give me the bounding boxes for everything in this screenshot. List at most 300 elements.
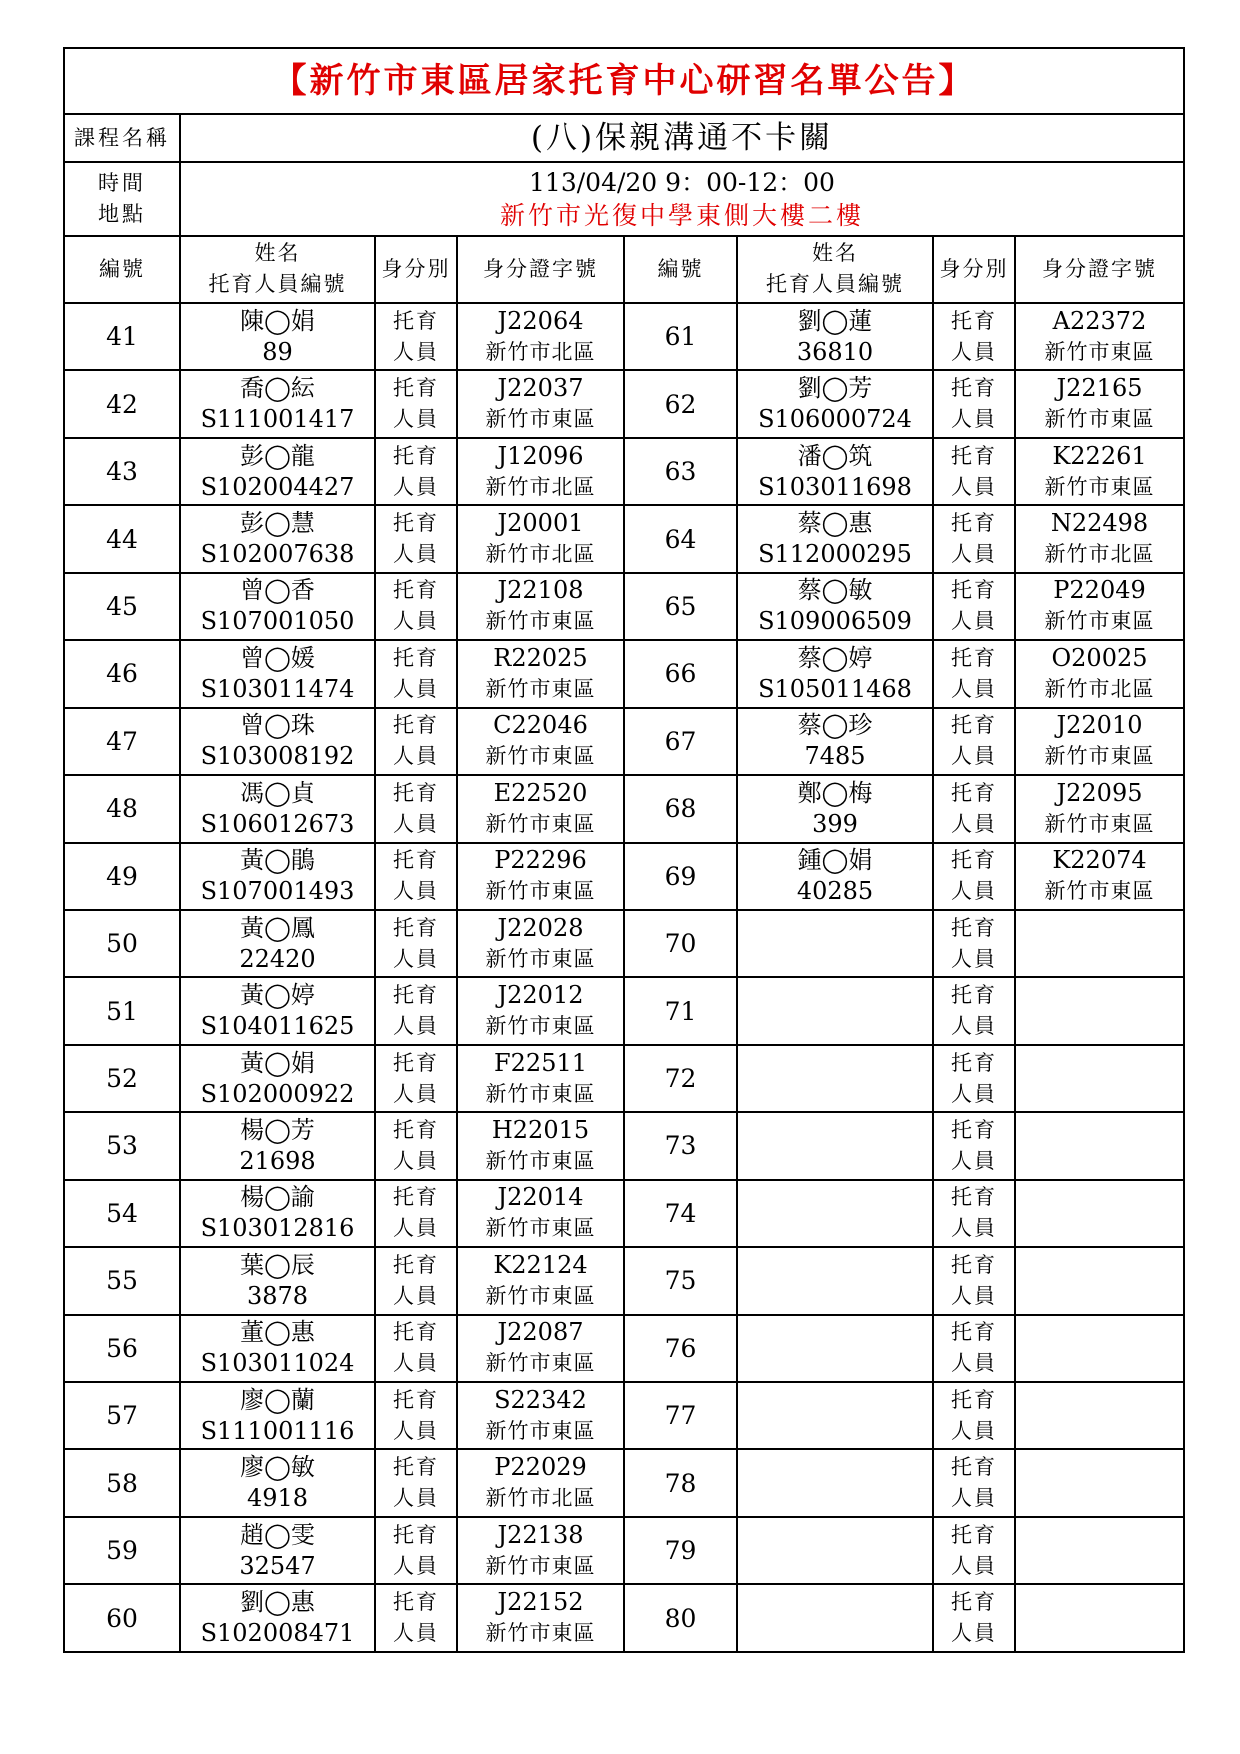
entry-name: 劉◯蓮 xyxy=(797,306,873,335)
entry-identity-cell xyxy=(933,505,1015,572)
entry-staff-id: 32547 xyxy=(239,1551,316,1580)
entry-name: 馮◯貞 xyxy=(240,778,315,807)
entry-district: 新竹市北區 xyxy=(485,339,596,364)
entry-id-cell xyxy=(457,843,624,910)
entry-identity-cell xyxy=(375,977,457,1044)
table-row xyxy=(64,1584,1184,1652)
entry-identity-line2: 人員 xyxy=(951,879,997,904)
entry-identity-line1: 托育 xyxy=(951,983,997,1008)
header-name-line1: 姓名 xyxy=(812,241,858,266)
entry-number: 73 xyxy=(624,1112,737,1179)
entry-staff-id: S111001417 xyxy=(200,405,355,434)
table-row xyxy=(64,977,1184,1044)
entry-identity-line1: 托育 xyxy=(951,848,997,873)
entry-name-cell xyxy=(737,910,933,977)
entry-identity-line1: 托育 xyxy=(393,1455,439,1480)
table-row xyxy=(64,505,1184,572)
entry-name: 趙◯雯 xyxy=(240,1520,315,1549)
entry-district: 新竹市東區 xyxy=(1044,609,1155,634)
entry-name: 曾◯香 xyxy=(240,576,315,605)
entry-name-cell xyxy=(737,505,933,572)
entry-identity-cell xyxy=(375,303,457,370)
entry-identity-line2: 人員 xyxy=(393,1486,439,1511)
entry-id-no: N22498 xyxy=(1050,509,1149,538)
entry-name-cell xyxy=(737,843,933,910)
entry-district: 新竹市北區 xyxy=(485,474,596,499)
entry-name-cell xyxy=(737,1112,933,1179)
entry-name: 蔡◯珍 xyxy=(797,711,873,740)
entry-id-no: J22087 xyxy=(497,1318,584,1347)
entry-id-no: H22015 xyxy=(491,1115,590,1144)
entry-name-cell xyxy=(180,505,375,572)
table-row xyxy=(64,708,1184,775)
table-row xyxy=(64,1045,1184,1112)
entry-identity-line2: 人員 xyxy=(393,1216,439,1241)
entry-id-cell xyxy=(1015,1315,1184,1382)
entry-identity-cell xyxy=(375,708,457,775)
entry-district: 新竹市東區 xyxy=(1044,474,1155,499)
entry-staff-id: S112000295 xyxy=(758,540,912,569)
entry-name-cell xyxy=(180,977,375,1044)
title-row xyxy=(64,48,1184,114)
time-place-row xyxy=(64,162,1184,236)
header-no-right: 編號 xyxy=(624,236,737,303)
entry-id-cell xyxy=(1015,843,1184,910)
entry-id-cell xyxy=(1015,1045,1184,1112)
entry-name: 劉◯芳 xyxy=(797,374,873,403)
entry-id-no: C22046 xyxy=(493,711,588,740)
entry-name-cell xyxy=(737,1382,933,1449)
entry-number: 68 xyxy=(624,775,737,842)
table-row xyxy=(64,1247,1184,1314)
venue: 新竹市光復中學東側大樓二樓 xyxy=(499,200,864,230)
entry-identity-line1: 托育 xyxy=(393,1320,439,1345)
entry-id-cell xyxy=(1015,708,1184,775)
entry-name-cell xyxy=(180,1584,375,1652)
entry-id-cell xyxy=(457,370,624,437)
entry-name: 廖◯蘭 xyxy=(240,1385,315,1414)
entry-id-cell xyxy=(1015,910,1184,977)
entry-identity-line1: 托育 xyxy=(951,780,997,805)
entry-identity-line1: 托育 xyxy=(393,713,439,738)
entry-id-cell xyxy=(457,573,624,640)
entry-identity-line2: 人員 xyxy=(393,1148,439,1173)
entry-name: 黃◯娟 xyxy=(240,1048,315,1077)
entry-staff-id: S106012673 xyxy=(200,809,355,838)
entry-identity-line1: 托育 xyxy=(951,578,997,603)
entry-id-no: O20025 xyxy=(1051,643,1148,672)
entry-id-cell xyxy=(1015,1449,1184,1516)
entry-id-cell xyxy=(457,1584,624,1652)
entry-id-no: P22049 xyxy=(1053,576,1146,605)
entry-identity-line2: 人員 xyxy=(951,339,997,364)
entry-number: 79 xyxy=(624,1517,737,1584)
entry-identity-line2: 人員 xyxy=(951,1486,997,1511)
entry-name-cell xyxy=(180,1449,375,1516)
entry-id-cell xyxy=(457,1180,624,1247)
entry-identity-cell xyxy=(933,640,1015,707)
entry-identity-line2: 人員 xyxy=(393,609,439,634)
entry-identity-cell xyxy=(375,843,457,910)
entry-number: 52 xyxy=(64,1045,180,1112)
entry-name-cell xyxy=(737,303,933,370)
entry-number: 70 xyxy=(624,910,737,977)
entry-name-cell xyxy=(180,843,375,910)
entry-number: 67 xyxy=(624,708,737,775)
entry-number: 48 xyxy=(64,775,180,842)
entry-identity-line2: 人員 xyxy=(951,1283,997,1308)
entry-identity-cell xyxy=(375,1315,457,1382)
table-row xyxy=(64,438,1184,505)
entry-district: 新竹市東區 xyxy=(485,1553,596,1578)
entry-name: 蔡◯敏 xyxy=(797,576,873,605)
header-name-line1: 姓名 xyxy=(254,241,301,266)
entry-id-no: K22124 xyxy=(493,1250,588,1279)
entry-identity-line2: 人員 xyxy=(951,407,997,432)
entry-staff-id: 36810 xyxy=(796,337,874,366)
entry-identity-line1: 托育 xyxy=(951,1252,997,1277)
entry-number: 43 xyxy=(64,438,180,505)
table-row xyxy=(64,910,1184,977)
entry-identity-line2: 人員 xyxy=(951,1148,997,1173)
entry-district: 新竹市東區 xyxy=(485,1216,596,1241)
entry-district: 新竹市東區 xyxy=(485,1014,596,1039)
entry-district: 新竹市東區 xyxy=(485,879,596,904)
entry-identity-cell xyxy=(375,1045,457,1112)
entry-identity-line2: 人員 xyxy=(393,1081,439,1106)
table-row xyxy=(64,775,1184,842)
entry-identity-cell xyxy=(933,370,1015,437)
entry-id-cell xyxy=(457,910,624,977)
entry-number: 59 xyxy=(64,1517,180,1584)
time-label: 時間 xyxy=(98,170,146,195)
entry-identity-line1: 托育 xyxy=(393,1252,439,1277)
entry-id-cell xyxy=(457,708,624,775)
entry-district: 新竹市東區 xyxy=(1044,744,1155,769)
entry-identity-line1: 托育 xyxy=(951,1455,997,1480)
header-name-left xyxy=(180,236,375,303)
entry-id-cell xyxy=(1015,1180,1184,1247)
entry-number: 72 xyxy=(624,1045,737,1112)
entry-number: 51 xyxy=(64,977,180,1044)
entry-identity-cell xyxy=(933,775,1015,842)
entry-identity-cell xyxy=(375,1180,457,1247)
entry-staff-id: 22420 xyxy=(239,944,316,973)
entry-name-cell xyxy=(180,1315,375,1382)
entry-id-cell xyxy=(1015,1112,1184,1179)
entry-identity-line2: 人員 xyxy=(951,474,997,499)
entry-name: 鄭◯梅 xyxy=(797,778,873,807)
entry-identity-line2: 人員 xyxy=(393,1283,439,1308)
entry-identity-cell xyxy=(375,505,457,572)
entry-name-cell xyxy=(180,1045,375,1112)
entry-identity-line1: 托育 xyxy=(951,1117,997,1142)
entry-id-cell xyxy=(457,505,624,572)
entry-id-cell xyxy=(1015,977,1184,1044)
entry-staff-id: S102008471 xyxy=(200,1619,355,1648)
entry-identity-cell xyxy=(933,708,1015,775)
entry-staff-id: S107001050 xyxy=(200,607,355,636)
entry-identity-line1: 托育 xyxy=(951,511,997,536)
entry-identity-line2: 人員 xyxy=(393,474,439,499)
entry-id-cell xyxy=(1015,1247,1184,1314)
entry-id-no: P22296 xyxy=(494,846,587,875)
entry-identity-line2: 人員 xyxy=(393,676,439,701)
entry-name-cell xyxy=(180,1180,375,1247)
course-name: (八)保親溝通不卡關 xyxy=(180,114,1184,161)
entry-identity-cell xyxy=(933,1517,1015,1584)
entry-number: 56 xyxy=(64,1315,180,1382)
entry-identity-cell xyxy=(933,1247,1015,1314)
entry-identity-line1: 托育 xyxy=(951,1522,997,1547)
entry-id-no: F22511 xyxy=(494,1048,587,1077)
entry-number: 46 xyxy=(64,640,180,707)
entry-identity-line2: 人員 xyxy=(951,946,997,971)
entry-name: 蔡◯婷 xyxy=(797,643,873,672)
header-id-no-left: 身分證字號 xyxy=(457,236,624,303)
entry-number: 65 xyxy=(624,573,737,640)
entry-id-cell xyxy=(1015,303,1184,370)
entry-staff-id: S102004427 xyxy=(200,472,355,501)
table-row xyxy=(64,1112,1184,1179)
entry-id-cell xyxy=(457,1112,624,1179)
entry-id-no: A22372 xyxy=(1052,306,1147,335)
entry-id-cell xyxy=(457,1045,624,1112)
entry-name-cell xyxy=(180,1382,375,1449)
entry-identity-line1: 托育 xyxy=(951,1590,997,1615)
entry-identity-cell xyxy=(375,640,457,707)
header-name-right xyxy=(737,236,933,303)
header-name-line2: 托育人員編號 xyxy=(766,272,904,297)
entry-name: 陳◯娟 xyxy=(240,306,315,335)
entry-name: 曾◯珠 xyxy=(240,711,315,740)
entry-id-no: J22028 xyxy=(497,913,584,942)
entry-identity-line1: 托育 xyxy=(951,713,997,738)
entry-identity-cell xyxy=(375,1449,457,1516)
page-title: 【新竹市東區居家托育中心研習名單公告】 xyxy=(64,48,1184,114)
entry-id-cell xyxy=(457,977,624,1044)
entry-id-cell xyxy=(457,775,624,842)
entry-identity-cell xyxy=(375,1517,457,1584)
entry-number: 77 xyxy=(624,1382,737,1449)
entry-name-cell xyxy=(180,573,375,640)
entry-id-no: K22261 xyxy=(1052,441,1147,470)
entry-name-cell xyxy=(737,1517,933,1584)
entry-identity-line2: 人員 xyxy=(951,1621,997,1646)
entry-identity-cell xyxy=(933,977,1015,1044)
entry-identity-cell xyxy=(375,775,457,842)
entry-name-cell xyxy=(737,775,933,842)
entry-staff-id: S103011474 xyxy=(200,674,355,703)
entry-staff-id: S106000724 xyxy=(758,405,912,434)
entry-id-cell xyxy=(457,1382,624,1449)
entry-name: 葉◯辰 xyxy=(240,1250,315,1279)
entry-name: 楊◯諭 xyxy=(240,1183,315,1212)
entry-identity-line2: 人員 xyxy=(393,744,439,769)
entry-identity-line1: 托育 xyxy=(393,443,439,468)
entry-district: 新竹市東區 xyxy=(485,1621,596,1646)
entry-number: 50 xyxy=(64,910,180,977)
entry-id-cell xyxy=(1015,1382,1184,1449)
entry-number: 57 xyxy=(64,1382,180,1449)
entry-number: 54 xyxy=(64,1180,180,1247)
entry-number: 75 xyxy=(624,1247,737,1314)
entry-id-no: J22014 xyxy=(497,1183,584,1212)
entry-identity-cell xyxy=(933,1449,1015,1516)
entry-staff-id: 4918 xyxy=(246,1484,309,1513)
entry-identity-line2: 人員 xyxy=(951,609,997,634)
entry-identity-cell xyxy=(375,1247,457,1314)
entry-district: 新竹市東區 xyxy=(485,1148,596,1173)
entry-name: 鍾◯娟 xyxy=(797,846,873,875)
entry-district: 新竹市東區 xyxy=(485,946,596,971)
entry-number: 76 xyxy=(624,1315,737,1382)
entry-number: 61 xyxy=(624,303,737,370)
entry-id-no: R22025 xyxy=(493,643,588,672)
entry-identity-line2: 人員 xyxy=(951,542,997,567)
entry-identity-line1: 托育 xyxy=(951,376,997,401)
entry-name: 黃◯婷 xyxy=(240,981,315,1010)
header-identity-right: 身分別 xyxy=(933,236,1015,303)
entry-staff-id: 399 xyxy=(812,809,858,838)
entry-staff-id: S103011698 xyxy=(758,472,912,501)
entry-district: 新竹市東區 xyxy=(485,1283,596,1308)
entry-identity-cell xyxy=(933,303,1015,370)
time-place-value xyxy=(180,162,1184,236)
entry-id-cell xyxy=(1015,640,1184,707)
entry-id-cell xyxy=(1015,505,1184,572)
header-row xyxy=(64,236,1184,303)
entry-number: 69 xyxy=(624,843,737,910)
entry-name-cell xyxy=(180,775,375,842)
entry-district: 新竹市北區 xyxy=(1044,676,1155,701)
entry-identity-line1: 托育 xyxy=(951,443,997,468)
entry-id-cell xyxy=(1015,370,1184,437)
entry-name-cell xyxy=(180,1112,375,1179)
entry-id-cell xyxy=(1015,775,1184,842)
table-row xyxy=(64,1315,1184,1382)
entry-name: 董◯惠 xyxy=(240,1318,315,1347)
entry-number: 71 xyxy=(624,977,737,1044)
entry-staff-id: S102007638 xyxy=(200,540,355,569)
entry-id-no: J22010 xyxy=(1056,711,1143,740)
entry-staff-id: 21698 xyxy=(239,1146,316,1175)
roster-table xyxy=(63,47,1185,1653)
entry-number: 74 xyxy=(624,1180,737,1247)
entry-staff-id: S104011625 xyxy=(200,1012,355,1041)
entry-name-cell xyxy=(180,303,375,370)
entry-staff-id: 40285 xyxy=(796,877,874,906)
table-row xyxy=(64,303,1184,370)
entry-identity-line1: 托育 xyxy=(393,848,439,873)
entry-name-cell xyxy=(737,1045,933,1112)
entry-number: 80 xyxy=(624,1584,737,1652)
entry-id-cell xyxy=(457,303,624,370)
entry-id-cell xyxy=(457,1449,624,1516)
entry-number: 66 xyxy=(624,640,737,707)
entry-id-no: J22138 xyxy=(497,1520,584,1549)
entry-identity-line1: 托育 xyxy=(393,308,439,333)
entry-staff-id: S105011468 xyxy=(758,674,912,703)
entry-id-no: J22037 xyxy=(497,374,584,403)
entry-identity-line1: 托育 xyxy=(951,1050,997,1075)
entry-district: 新竹市東區 xyxy=(485,676,596,701)
entry-name: 蔡◯惠 xyxy=(797,509,873,538)
entry-number: 78 xyxy=(624,1449,737,1516)
entry-id-cell xyxy=(1015,573,1184,640)
entry-identity-line1: 托育 xyxy=(393,1522,439,1547)
entry-identity-line2: 人員 xyxy=(951,1216,997,1241)
entry-identity-cell xyxy=(375,910,457,977)
entry-id-no: J22012 xyxy=(497,981,584,1010)
entry-identity-line2: 人員 xyxy=(951,1081,997,1106)
entry-identity-cell xyxy=(933,1584,1015,1652)
entry-district: 新竹市北區 xyxy=(1044,542,1155,567)
header-identity-left: 身分別 xyxy=(375,236,457,303)
entry-number: 53 xyxy=(64,1112,180,1179)
entry-id-no: E22520 xyxy=(493,778,588,807)
course-label: 課程名稱 xyxy=(64,114,180,161)
entry-district: 新竹市東區 xyxy=(1044,339,1155,364)
entry-name-cell xyxy=(737,977,933,1044)
entry-id-no: K22074 xyxy=(1052,846,1147,875)
entry-identity-line1: 托育 xyxy=(393,511,439,536)
entry-staff-id: S102000922 xyxy=(200,1079,355,1108)
entry-identity-line2: 人員 xyxy=(393,542,439,567)
entry-identity-line1: 托育 xyxy=(951,1185,997,1210)
entry-id-no: J22064 xyxy=(497,306,584,335)
entry-name-cell xyxy=(737,1449,933,1516)
entry-identity-line2: 人員 xyxy=(951,676,997,701)
entry-identity-line2: 人員 xyxy=(393,946,439,971)
entry-identity-line2: 人員 xyxy=(393,811,439,836)
entry-name: 喬◯紜 xyxy=(240,374,315,403)
table-row xyxy=(64,1517,1184,1584)
entry-identity-line1: 托育 xyxy=(393,1387,439,1412)
entry-number: 47 xyxy=(64,708,180,775)
entry-identity-line2: 人員 xyxy=(951,1351,997,1376)
entry-name-cell xyxy=(737,573,933,640)
entry-identity-line1: 托育 xyxy=(393,578,439,603)
header-id-no-right: 身分證字號 xyxy=(1015,236,1184,303)
entry-identity-cell xyxy=(375,1382,457,1449)
entry-identity-line2: 人員 xyxy=(393,339,439,364)
entry-number: 63 xyxy=(624,438,737,505)
entry-identity-cell xyxy=(375,1584,457,1652)
entry-staff-id: S109006509 xyxy=(758,607,912,636)
entry-number: 55 xyxy=(64,1247,180,1314)
entry-id-no: S22342 xyxy=(494,1385,587,1414)
entry-name-cell xyxy=(737,708,933,775)
entry-identity-line2: 人員 xyxy=(393,407,439,432)
entry-name-cell xyxy=(737,438,933,505)
entry-identity-cell xyxy=(933,1382,1015,1449)
entry-identity-line2: 人員 xyxy=(393,1621,439,1646)
entry-number: 45 xyxy=(64,573,180,640)
entry-id-no: J22095 xyxy=(1056,778,1143,807)
entry-id-cell xyxy=(457,640,624,707)
header-no-left: 編號 xyxy=(64,236,180,303)
entry-identity-line1: 托育 xyxy=(393,376,439,401)
table-row xyxy=(64,370,1184,437)
entry-id-no: J22108 xyxy=(497,576,584,605)
entry-name-cell xyxy=(180,370,375,437)
entry-name-cell xyxy=(737,1247,933,1314)
entry-name: 廖◯敏 xyxy=(240,1453,315,1482)
entry-identity-cell xyxy=(933,843,1015,910)
entry-identity-line1: 托育 xyxy=(951,1320,997,1345)
entry-name-cell xyxy=(180,1247,375,1314)
